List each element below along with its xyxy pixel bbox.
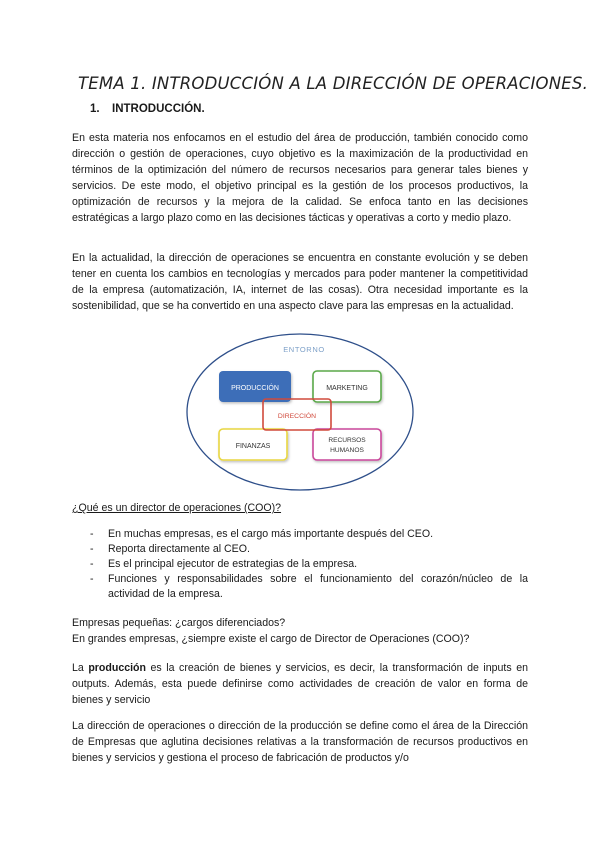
line-grandes-empresas: En grandes empresas, ¿siempre existe el cargo de Director de Operaciones (COO)?	[72, 633, 470, 645]
marketing-label: MARKETING	[326, 385, 368, 392]
entorno-ellipse	[187, 334, 413, 490]
coo-bullet-list	[90, 527, 528, 602]
produccion-prefix: La	[72, 662, 89, 674]
bullet-text: En muchas empresas, es el cargo más importante después del CEO.	[108, 528, 434, 540]
bullet-dash: -	[90, 543, 94, 555]
bullet-text: Es el principal ejecutor de estrategias de la empresa.	[108, 558, 358, 570]
direccion-label: DIRECCIÓN	[277, 413, 317, 420]
bullet-text: Funciones y responsabilidades sobre el funcionamiento del corazón/núcleo de la actividad de la empresa.	[108, 573, 528, 600]
produccion-definition: es la creación de bienes y servicios, es decir, la transformación de inputs en outputs. Además, esta puede definirse como actividades de creación de valor en forma de bienes y servicio	[72, 662, 528, 706]
box-rrhh	[313, 429, 381, 460]
list-item	[90, 557, 528, 572]
entorno-diagram	[177, 326, 423, 496]
rrhh-label-line2: HUMANOS	[330, 447, 364, 454]
bullet-dash: -	[90, 573, 94, 585]
list-item	[90, 527, 528, 542]
coo-question-heading: ¿Qué es un director de operaciones (COO)?	[72, 502, 282, 514]
paragraph-actualidad: En la actualidad, la dirección de operaciones se encuentra en constante evolución y se deben tener en cuenta los cambios en tecnologías y mercados para poder mantener la competitividad de la empresa (automatización, IA, internet de las cosas). Otra necesidad importante es la sostenibilidad, que se ha convertido en una aspecto clave para las empresas en la actualidad.	[72, 252, 528, 312]
bullet-dash: -	[90, 528, 94, 540]
page-title: TEMA 1. INTRODUCCIÓN A LA DIRECCIÓN DE OPERACIONES.	[78, 74, 589, 93]
section-heading	[90, 103, 205, 115]
paragraph-produccion	[72, 660, 528, 708]
bullet-text: Reporta directamente al CEO.	[108, 543, 250, 555]
list-item	[90, 572, 528, 602]
line-empresas-pequenas: Empresas pequeñas: ¿cargos diferenciados?	[72, 617, 286, 629]
paragraph-intro: En esta materia nos enfocamos en el estudio del área de producción, también conocido como dirección o gestión de operaciones, cuyo objetivo es la maximización de la productividad en términos de la optimización del número de recursos necesarios para generar tales bienes y servicios. De este modo, el objetivo principal es la gestión de los procesos productivos, la optimización de recursos y la mejora de la calidad. Se enfoca tanto en las decisiones estratégicas a largo plazo como en las decisiones tácticas y operativas a corto y medio plazo.	[72, 132, 528, 224]
entorno-label: ENTORNO	[283, 345, 325, 354]
bullet-dash: -	[90, 558, 94, 570]
produccion-label: PRODUCCIÓN	[231, 385, 279, 392]
finanzas-label: FINANZAS	[235, 443, 271, 450]
list-item	[90, 542, 528, 557]
section-number: 1.	[90, 103, 100, 115]
produccion-term: producción	[88, 662, 146, 674]
section-heading-text: INTRODUCCIÓN.	[112, 103, 205, 115]
rrhh-label-line1: RECURSOS	[328, 437, 366, 444]
paragraph-direccion-operaciones: La dirección de operaciones o dirección de la producción se define como el área de la Dirección de Empresas que aglutina decisiones relativas a la transformación de recursos productivos en bienes y servicios y gestiona el proceso de fabricación de productos y/o	[72, 720, 528, 764]
